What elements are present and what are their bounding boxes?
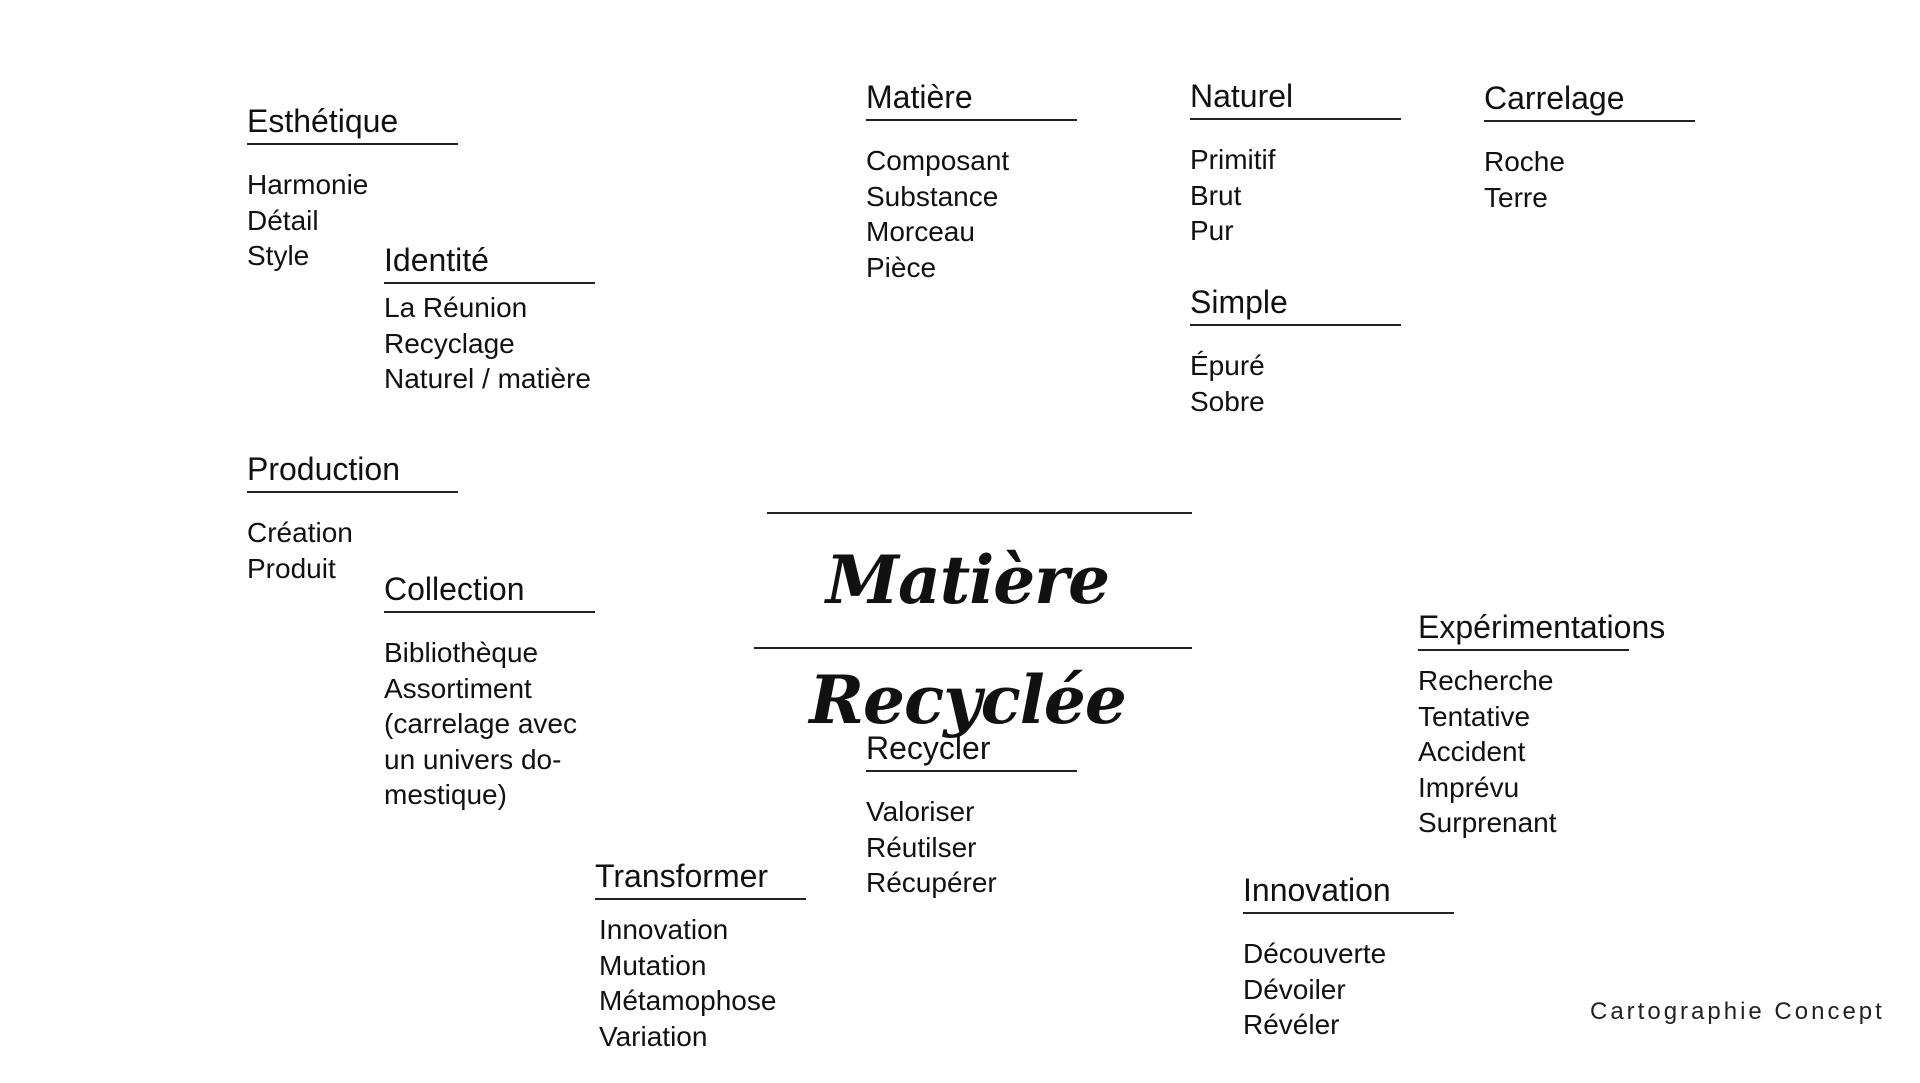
concept-list [384, 635, 595, 813]
concept-title: Collection [384, 569, 595, 613]
concept-item: Surprenant [1418, 807, 1557, 838]
concept-title: Transformer [595, 856, 806, 900]
concept-item: Mutation [599, 949, 707, 981]
concept-item: Pur [1190, 215, 1234, 246]
concept-item: Pièce [866, 251, 937, 283]
concept-item: Accident [1418, 736, 1526, 767]
concept-item: Style [247, 240, 310, 271]
concept-list [1243, 936, 1454, 1043]
concept-item: Récupérer [866, 867, 997, 898]
center-title: Matière Recyclée [809, 541, 1126, 739]
concept-naturel [1190, 76, 1401, 249]
concept-item: (carrelage avec [384, 708, 577, 739]
concept-item: Naturel / matière [384, 363, 591, 394]
concept-item: Détail [247, 204, 319, 236]
concept-list [1190, 142, 1401, 249]
concept-item: Création [247, 517, 353, 548]
concept-item: Primitif [1190, 144, 1276, 175]
concept-item: Substance [866, 180, 999, 212]
concept-title: Simple [1190, 282, 1401, 326]
concept-production [247, 449, 458, 586]
concept-title: Esthétique [247, 101, 458, 145]
concept-item: Produit [247, 552, 336, 584]
concept-title: Carrelage [1484, 78, 1695, 122]
concept-item: Composant [866, 145, 1010, 176]
concept-item: Brut [1190, 179, 1242, 211]
concept-recycler [866, 728, 1077, 901]
concept-item: Recherche [1418, 665, 1554, 696]
concept-item: mestique) [384, 779, 507, 810]
concept-item: La Réunion [384, 292, 528, 323]
footer-label: Cartographie Concept [1590, 998, 1885, 1025]
concept-experimentations [1418, 607, 1666, 841]
concept-list [866, 143, 1077, 285]
concept-item: Dévoiler [1243, 973, 1346, 1005]
concept-title: Production [247, 449, 458, 493]
concept-item: Sobre [1190, 385, 1265, 417]
concept-simple [1190, 282, 1401, 419]
concept-title: Expérimentations [1418, 607, 1629, 651]
concept-item: Imprévu [1418, 771, 1520, 803]
concept-transformer [595, 856, 806, 1054]
center-top-rule [767, 512, 1192, 514]
concept-item: Découverte [1243, 938, 1387, 969]
concept-item: Harmonie [247, 169, 369, 200]
concept-item: Innovation [599, 914, 729, 945]
concept-title: Recycler [866, 728, 1077, 772]
concept-list [1418, 663, 1629, 841]
concept-item: Réutilser [866, 831, 977, 863]
concept-title: Identité [384, 240, 595, 284]
concept-matiere [866, 77, 1077, 285]
concept-identite [384, 240, 595, 397]
concept-title: Matière [866, 77, 1077, 121]
concept-item: Roche [1484, 146, 1565, 177]
concept-collection [384, 569, 595, 813]
concept-list [866, 794, 1077, 901]
concept-item: Recyclage [384, 327, 515, 359]
concept-carrelage [1484, 78, 1695, 215]
concept-item: Révéler [1243, 1009, 1340, 1040]
concept-item: Morceau [866, 216, 975, 247]
center-bottom-rule [754, 647, 1192, 649]
concept-item: Métamophose [599, 985, 777, 1016]
concept-item: Épuré [1190, 350, 1265, 381]
concept-item: Tentative [1418, 700, 1531, 732]
concept-item: Terre [1484, 181, 1548, 213]
concept-item: Variation [599, 1020, 708, 1052]
concept-item: Bibliothèque [384, 637, 539, 668]
concept-innovation [1243, 870, 1454, 1043]
concept-list [595, 912, 806, 1054]
concept-item: Valoriser [866, 796, 975, 827]
concept-list [1190, 348, 1401, 419]
concept-item: Assortiment [384, 672, 532, 704]
concept-item: un univers do- [384, 743, 562, 775]
concept-title: Innovation [1243, 870, 1454, 914]
concept-list [1484, 144, 1695, 215]
concept-list [384, 290, 595, 397]
concept-title: Naturel [1190, 76, 1401, 120]
